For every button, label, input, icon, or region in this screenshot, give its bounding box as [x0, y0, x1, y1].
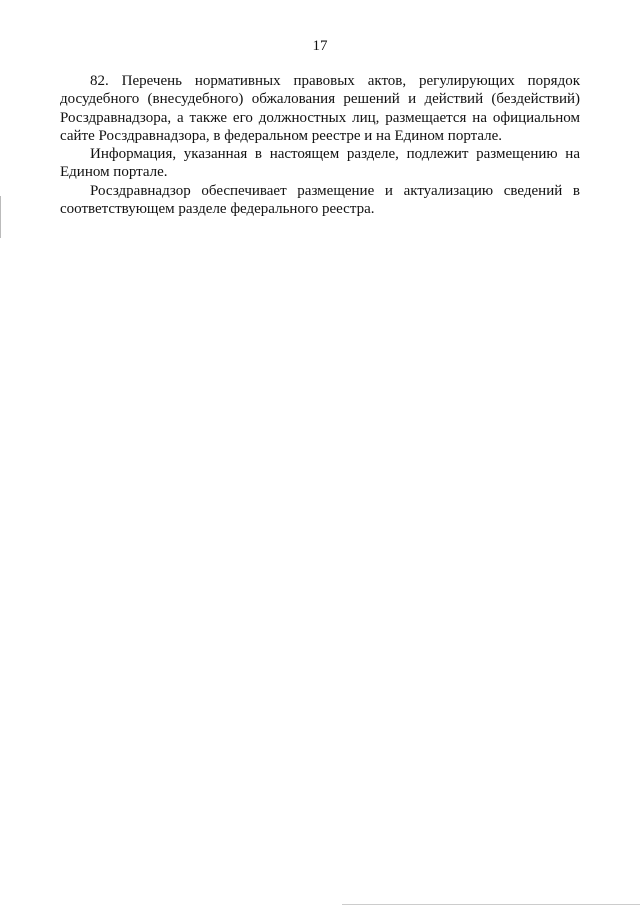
paragraph-82: 82. Перечень нормативных правовых актов, регулирующих порядок досудебного (внесудебного) обжалования решений и действий (бездействий) Росздравнадзора, а также его должностных лиц, размещается на официальном сайте Росздравнадзора, в федеральном реестре и на Едином портале.	[60, 73, 580, 144]
paragraph-registry-update: Росздравнадзор обеспечивает размещение и актуализацию сведений в соответствующем разделе федерального реестра.	[60, 182, 580, 218]
scan-edge-mark	[0, 196, 1, 238]
page-number: 17	[312, 38, 328, 54]
paragraph-info-placement: Информация, указанная в настоящем разделе, подлежит размещению на Едином портале.	[60, 146, 580, 181]
document-body	[60, 72, 580, 218]
